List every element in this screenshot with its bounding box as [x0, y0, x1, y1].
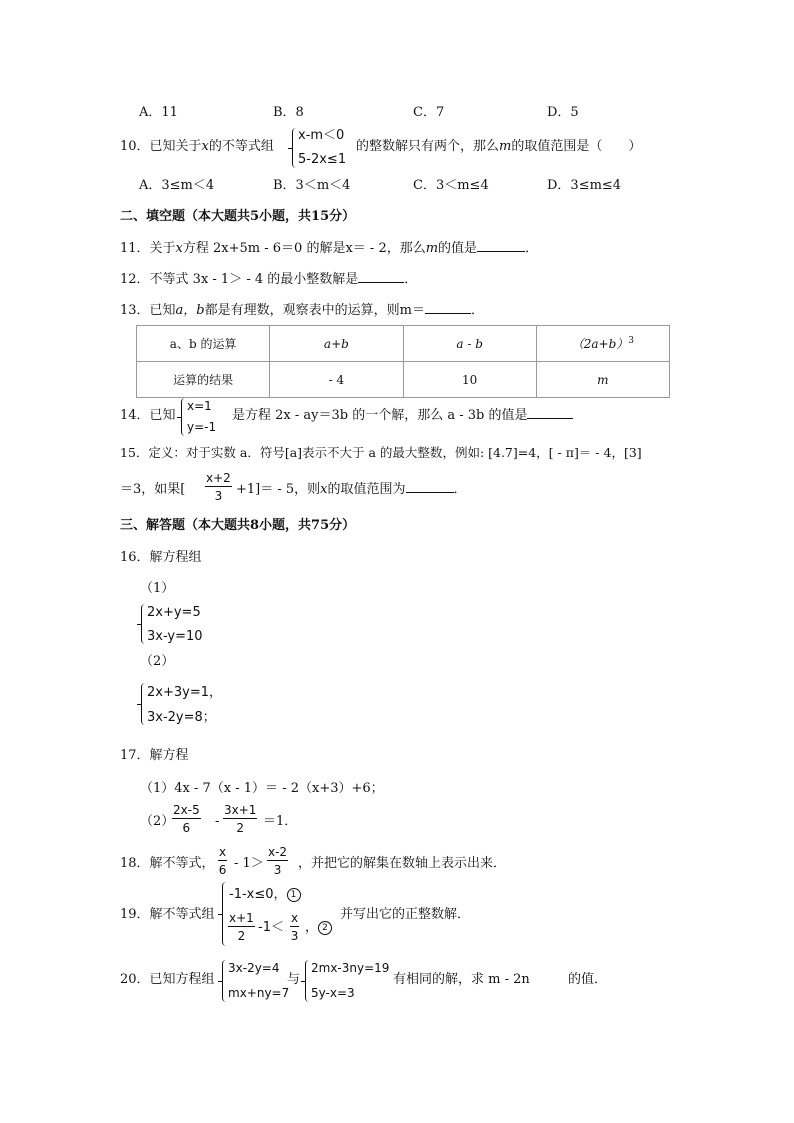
q20-brace-1: [222, 960, 227, 1002]
q16-part1-label: （1）: [140, 581, 175, 596]
q10-brace: [292, 128, 297, 168]
q10-system-line1: x-m＜0: [298, 128, 345, 143]
table-header-cell: a+b: [270, 326, 403, 362]
q19-stem: 19．解不等式组: [120, 907, 215, 922]
q14-stem: 14．已知: [120, 408, 176, 423]
q20-stem-middle: 有相同的解，求 m - 2n: [393, 972, 530, 987]
table-row: [137, 326, 670, 362]
q12: 12．不等式 3x - 1＞ - 4 的最小整数解是 ．: [120, 272, 418, 287]
q16-brace-2: [141, 683, 146, 725]
q16-eq2a: 2x+3y=1，: [147, 685, 222, 700]
table-cell: m: [536, 362, 669, 398]
q16-title: 16．解方程组: [120, 550, 202, 565]
q15-line2-end: +1]＝ - 5，则x的取值范围为 ．: [236, 482, 467, 497]
q17-title: 17．解方程: [120, 748, 189, 763]
q14-brace: [181, 398, 186, 436]
q13: 13．已知a，b都是有理数，观察表中的运算，则m＝ ．: [120, 303, 484, 318]
q17-part1: （1）4x - 7（x - 1）＝ - 2（x+3）+6；: [140, 781, 384, 796]
q14-system-line1: x=1: [187, 399, 212, 413]
q10-option-b: B．3＜m＜4: [273, 178, 351, 193]
q20-system1-line2: mx+ny=7: [228, 986, 290, 1000]
q16-part2-label: （2）: [140, 654, 175, 669]
q16-eq2b: 3x-2y=8；: [147, 710, 216, 725]
q19-fraction-1: $\frac{x+1}{2}$: [229, 911, 254, 943]
section-fill-in-heading: 二、填空题（本大题共5小题，共15分）: [120, 209, 356, 224]
q15-line1: 15．定义：对于实数 a．符号[a]表示不大于 a 的最大整数，例如: [4.7]=4，[ - π]＝ - 4，[3]: [120, 445, 642, 460]
table-header-cell: a、b 的运算: [137, 326, 270, 362]
table-cell: 10: [403, 362, 536, 398]
q10-option-a: A．3≤m＜4: [139, 178, 215, 193]
q14-system-line2: y=-1: [187, 420, 217, 434]
q18-fraction-1: $\frac{x}{6}$: [218, 845, 227, 877]
table-cell: - 4: [270, 362, 403, 398]
table-header-cell: $(2a+b)^3$: [536, 326, 669, 362]
operation-table: [136, 325, 670, 398]
q18-middle: - 1＞: [234, 856, 264, 871]
q9-option-d: D．5: [547, 105, 579, 120]
q15-answer-blank[interactable]: [406, 492, 454, 493]
q18-fraction-2: $\frac{x-2}{3}$: [268, 845, 288, 877]
table-cell: 运算的结果: [137, 362, 270, 398]
q20-system2-line2: 5y-x=3: [311, 986, 355, 1000]
q16-eq1b: 3x-y=10: [147, 629, 203, 644]
q20-system1-line1: 3x-2y=4: [228, 961, 280, 975]
q20-brace-2: [305, 960, 310, 1002]
table-row: [137, 362, 670, 398]
q18-stem-end: ，并把它的解集在数轴上表示出来．: [298, 856, 507, 871]
q15-line2-start: ＝3，如果[: [120, 482, 186, 497]
q10-system-line2: 5-2x≤1: [298, 152, 347, 167]
q9-option-a: A．11: [139, 105, 178, 120]
q19-fraction-2: $\frac{x}{3}$: [290, 911, 299, 943]
q10-option-c: C．3＜m≤4: [413, 178, 489, 193]
q17-minus: -: [215, 814, 220, 829]
q19-inequality-1: -1-x≤0， 1: [229, 888, 301, 902]
q17-part2-label: （2）: [140, 814, 175, 829]
q14-stem-end: 是方程 2x - ay＝3b 的一个解，那么 a - 3b 的值是: [232, 409, 573, 422]
q10-option-d: D．3≤m≤4: [547, 178, 622, 193]
q19-inequality-2-end: ， 2: [305, 921, 332, 935]
q11-answer-blank[interactable]: [477, 251, 525, 252]
q20-connector: 与: [287, 972, 301, 987]
q17-equals: ＝1．: [263, 814, 298, 829]
q18-stem: 18．解不等式，: [120, 856, 215, 871]
q19-stem-end: 并写出它的正整数解．: [340, 907, 471, 922]
q16-brace-1: [141, 604, 146, 644]
q12-answer-blank[interactable]: [358, 282, 404, 283]
section-solve-heading: 三、解答题（本大题共8小题，共75分）: [120, 518, 356, 533]
q20-stem: 20．已知方程组: [120, 972, 215, 987]
q11: 11．关于x方程 2x+5m - 6＝0 的解是x＝ - 2，那么m的值是 ．: [120, 241, 539, 256]
q10-stem: 10．已知关于x的不等式组: [120, 139, 274, 154]
q15-fraction: $\frac{x+2}{3}$: [206, 471, 231, 503]
q19-brace: [222, 882, 227, 946]
q14-answer-blank[interactable]: [527, 418, 573, 419]
q17-fraction-1: $\frac{2x-5}{6}$: [173, 803, 200, 835]
q17-fraction-2: $\frac{3x+1}{2}$: [224, 803, 257, 835]
q10-stem-end: 的整数解只有两个，那么m的取值范围是（ ）: [356, 139, 642, 154]
q9-option-b: B．8: [273, 105, 304, 120]
q19-inequality-2-middle: -1＜: [258, 920, 284, 935]
table-header-cell: a - b: [403, 326, 536, 362]
q20-system2-line1: 2mx-3ny=19: [311, 961, 390, 975]
q20-stem-end: 的值．: [568, 972, 608, 987]
q16-eq1a: 2x+y=5: [147, 605, 201, 620]
q9-option-c: C．7: [413, 105, 445, 120]
q13-answer-blank[interactable]: [425, 313, 471, 314]
